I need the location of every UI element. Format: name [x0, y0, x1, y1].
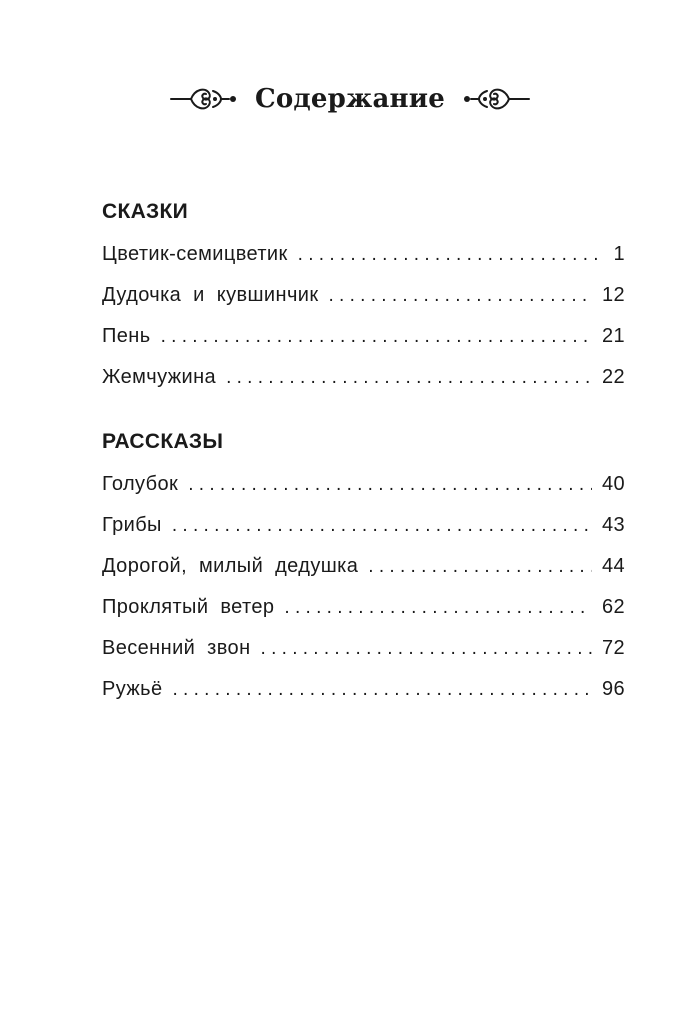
entry-title: Весенний звон: [102, 637, 251, 659]
toc-entry[interactable]: [102, 546, 625, 587]
entry-page-number: 1: [613, 243, 625, 265]
toc-entry[interactable]: [102, 628, 625, 669]
page-header: [0, 74, 700, 124]
table-of-contents: [102, 194, 625, 736]
entry-page-number: 62: [601, 596, 625, 618]
entry-title: Дудочка и кувшинчик: [102, 284, 319, 306]
entry-page-number: 96: [601, 678, 625, 700]
toc-entry[interactable]: [102, 464, 625, 505]
entry-title: Проклятый ветер: [102, 596, 275, 618]
toc-entry[interactable]: [102, 505, 625, 546]
entry-title: Голубок: [102, 473, 179, 495]
entry-title: Пень: [102, 325, 151, 347]
entry-page-number: 44: [601, 555, 625, 577]
ornament-right-icon: [461, 81, 531, 117]
dot-leader: [188, 464, 592, 505]
toc-entry[interactable]: [102, 669, 625, 710]
dot-leader: [173, 669, 592, 710]
entry-title: Ружьё: [102, 678, 163, 700]
toc-entry[interactable]: [102, 587, 625, 628]
entry-page-number: 22: [601, 366, 625, 388]
section-rasskazy: [102, 424, 625, 710]
dot-leader: [329, 275, 592, 316]
entry-title: Дорогой, милый дедушка: [102, 555, 359, 577]
entry-title: Цветик-семицветик: [102, 243, 288, 265]
dot-leader: [161, 316, 592, 357]
dot-leader: [298, 234, 601, 275]
toc-entry[interactable]: [102, 234, 625, 275]
entry-page-number: 40: [601, 473, 625, 495]
section-skazki: [102, 194, 625, 398]
toc-entry[interactable]: [102, 357, 625, 398]
entry-page-number: 72: [601, 637, 625, 659]
dot-leader: [226, 357, 592, 398]
entry-page-number: 21: [601, 325, 625, 347]
dot-leader: [172, 505, 592, 546]
dot-leader: [261, 628, 592, 669]
page-title: Содержание: [254, 84, 446, 114]
toc-entry[interactable]: [102, 316, 625, 357]
entry-title: Грибы: [102, 514, 162, 536]
dot-leader: [368, 546, 592, 587]
section-heading: СКАЗКИ: [102, 200, 189, 223]
toc-entry[interactable]: [102, 275, 625, 316]
ornament-left-icon: [169, 81, 239, 117]
dot-leader: [284, 587, 592, 628]
entry-page-number: 43: [601, 514, 625, 536]
section-heading: РАССКАЗЫ: [102, 430, 224, 453]
entry-page-number: 12: [601, 284, 625, 306]
entry-title: Жемчужина: [102, 366, 217, 388]
